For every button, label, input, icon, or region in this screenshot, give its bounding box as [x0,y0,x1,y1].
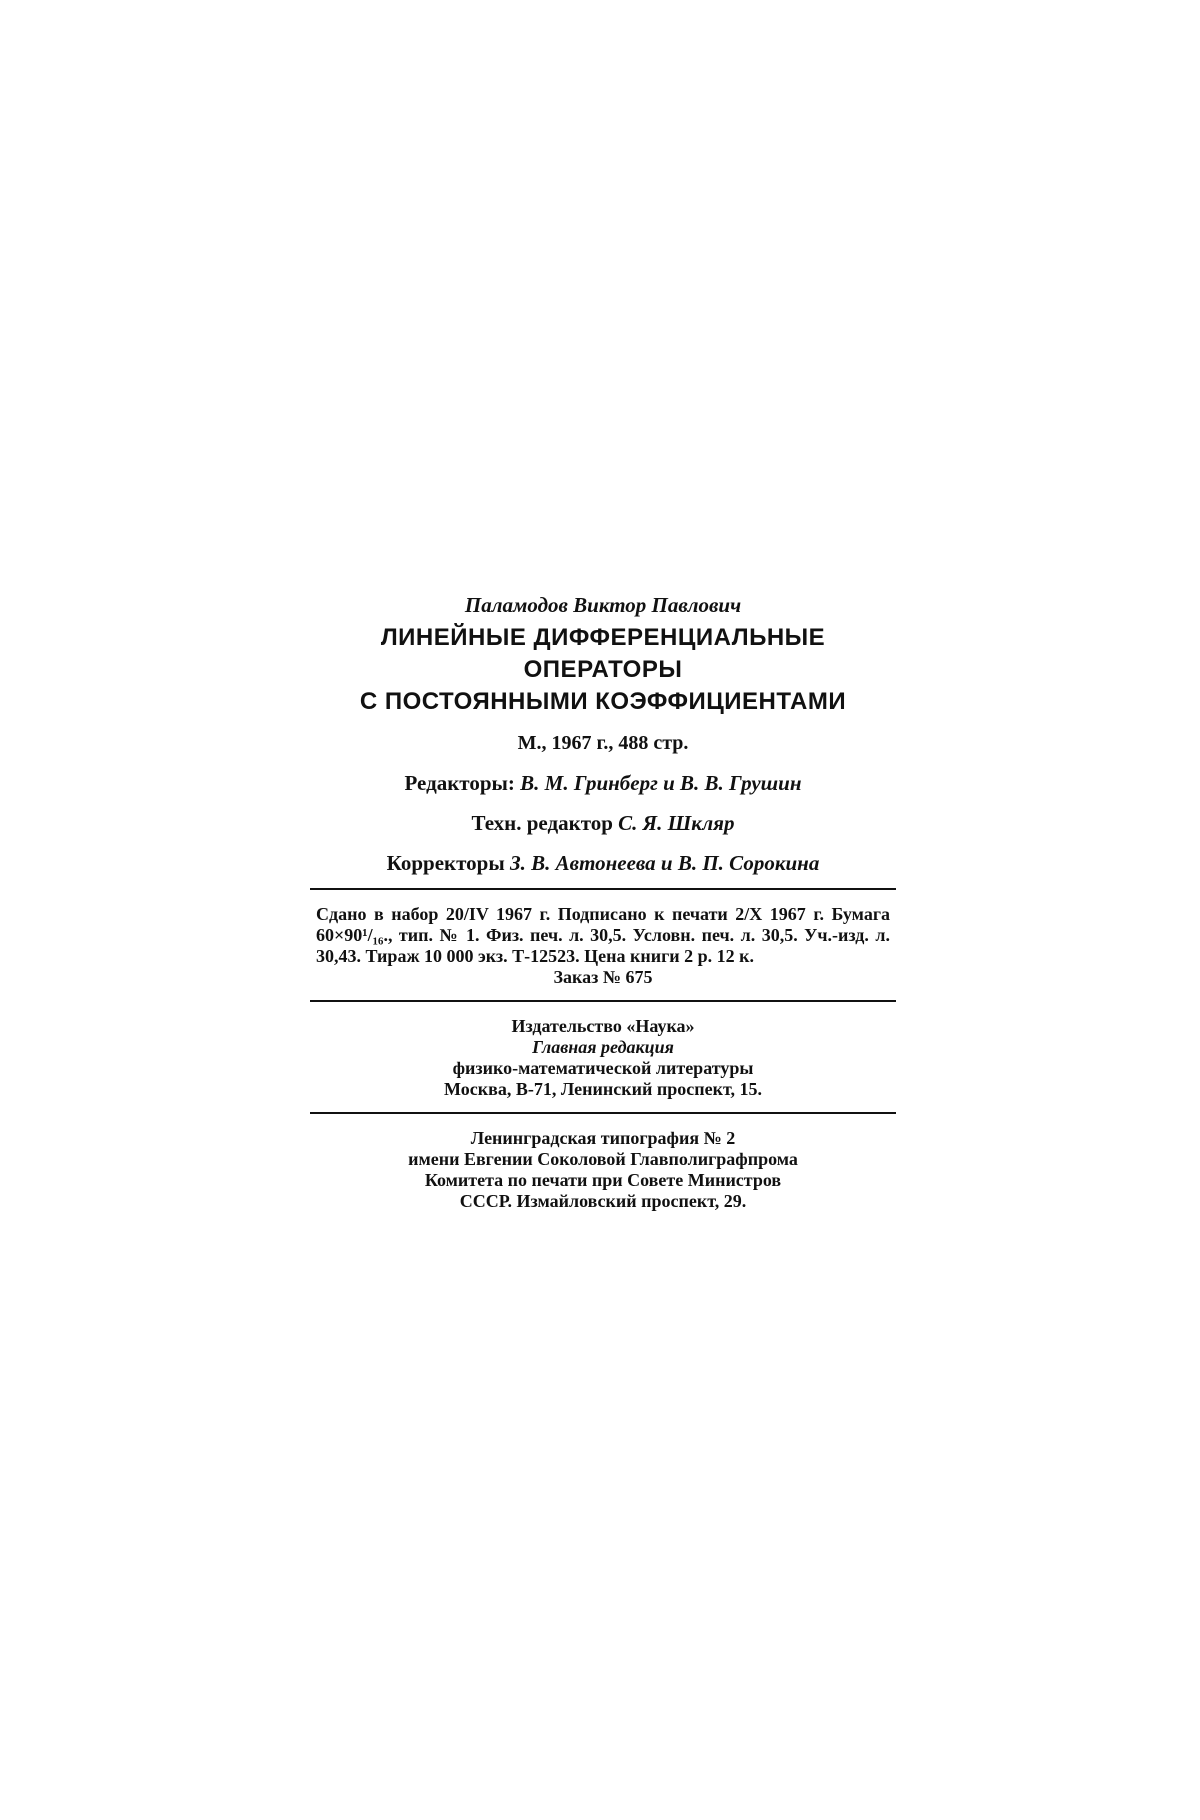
divider-2 [310,1000,896,1002]
correctors-names: З. В. Автонеева и В. П. Сорокина [509,851,820,875]
printer-line-4: СССР. Измайловский проспект, 29. [459,1191,747,1211]
publisher-division: Главная редакция [532,1037,674,1057]
divider-3 [310,1112,896,1114]
publisher-address: Москва, В-71, Ленинский проспект, 15. [444,1079,762,1099]
editors-line [310,770,896,796]
divider-1 [310,888,896,890]
tech-editor-name: С. Я. Шкляр [618,811,735,835]
printer-line-3: Комитета по печати при Совете Министров [424,1170,782,1190]
publication-info: М., 1967 г., 488 стр. [517,732,689,754]
printer-line-2: имени Евгении Соколовой Главполиграфпрома [408,1149,798,1169]
tech-editor-line [310,810,896,836]
book-title-line-1: ЛИНЕЙНЫЕ ДИФФЕРЕНЦИАЛЬНЫЕ ОПЕРАТОРЫ [380,624,826,683]
book-title-line-2: С ПОСТОЯННЫМИ КОЭФФИЦИЕНТАМИ [359,688,847,715]
publisher-name: Издательство «Наука» [511,1016,695,1036]
order-number: Заказ № 675 [553,967,653,987]
publisher-department: физико-математической литературы [452,1058,754,1078]
correctors-line [310,850,896,876]
author-name: Паламодов Виктор Павлович [464,593,742,617]
printer-line-1: Ленинградская типография № 2 [470,1128,736,1148]
imprint-block [310,592,896,1212]
print-details [310,904,896,988]
correctors-label: Корректоры [386,851,505,875]
printer-block [310,1128,896,1212]
editors-label: Редакторы: [404,771,515,795]
publisher-block [310,1016,896,1100]
tech-editor-label: Техн. редактор [471,811,613,835]
print-details-text: Сдано в набор 20/IV 1967 г. Подписано к печати 2/X 1967 г. Бумага 60×90¹/₁₆., тип. № 1. Физ. печ. л. 30,5. Условн. печ. л. 30,5. Уч.-изд. л. 30,43. Тираж 10 000 экз. Т-12523. Цена книги 2 р. 12 к. [316,904,890,966]
editors-names: В. М. Гринберг и В. В. Грушин [520,771,802,795]
